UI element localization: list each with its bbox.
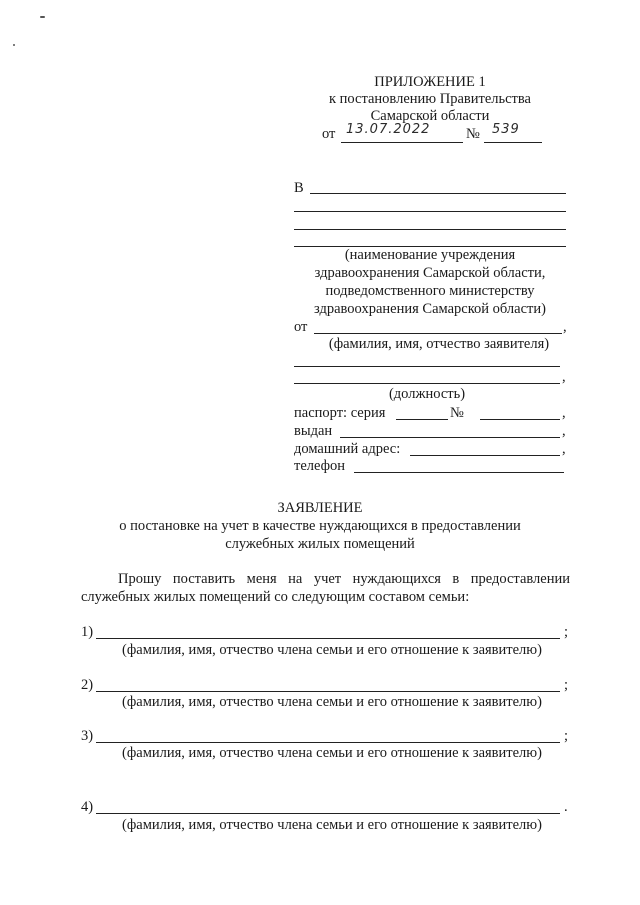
passport-comma: , <box>562 405 566 421</box>
applicant-comma: , <box>563 319 567 335</box>
scan-speck <box>40 16 45 18</box>
appendix-title: ПРИЛОЖЕНИЕ 1 <box>374 74 486 90</box>
institution-caption-2: здравоохранения Самарской области, <box>314 265 546 281</box>
applicant-line <box>314 333 562 334</box>
member-number: 4) <box>81 799 94 815</box>
phone-line <box>354 472 564 473</box>
member-end-mark: . <box>564 799 568 815</box>
position-comma: , <box>562 369 566 385</box>
application-subtitle-1: о постановке на учет в качестве нуждающихся в предоставлении <box>119 518 521 534</box>
passport-label: паспорт: серия <box>294 405 386 421</box>
to-prefix: В <box>294 180 304 196</box>
member-line <box>96 813 560 814</box>
address-line <box>410 455 560 456</box>
appendix-line-1: к постановлению Правительства <box>329 91 531 107</box>
institution-caption-4: здравоохранения Самарской области) <box>314 301 546 317</box>
phone-label: телефон <box>294 458 346 474</box>
member-number: 3) <box>81 728 94 744</box>
issued-comma: , <box>562 423 566 439</box>
issued-label: выдан <box>294 423 333 439</box>
member-end-mark: ; <box>564 728 569 744</box>
member-number: 2) <box>81 677 94 693</box>
passport-series-line <box>396 419 448 420</box>
institution-line-2 <box>294 211 566 212</box>
passport-number-sign: № <box>450 405 464 421</box>
member-line <box>96 691 560 692</box>
application-title: ЗАЯВЛЕНИЕ <box>277 500 363 516</box>
appendix-line-2: Самарской области <box>370 108 490 124</box>
application-body-1: Прошу поставить меня на учет нуждающихся в предоставлении <box>118 571 570 587</box>
member-line <box>96 638 560 639</box>
institution-line-3 <box>294 229 566 230</box>
member-end-mark: ; <box>564 677 569 693</box>
member-line <box>96 742 560 743</box>
position-line-1 <box>294 366 560 367</box>
issued-line <box>340 437 560 438</box>
institution-line-1 <box>310 193 566 194</box>
position-caption: (должность) <box>388 386 466 402</box>
member-caption: (фамилия, имя, отчество члена семьи и его отношение к заявителю) <box>122 745 542 761</box>
number-underline <box>484 142 542 143</box>
institution-caption-3: подведомственного министерству <box>325 283 535 299</box>
appendix-number-value: 539 <box>492 122 520 137</box>
appendix-date-prefix: от <box>322 126 336 142</box>
appendix-date-value: 13.07.2022 <box>346 122 431 137</box>
application-subtitle-2: служебных жилых помещений <box>225 536 415 552</box>
member-number: 1) <box>81 624 94 640</box>
applicant-caption: (фамилия, имя, отчество заявителя) <box>328 336 550 352</box>
appendix-number-prefix: № <box>466 126 480 142</box>
position-line-2 <box>294 383 560 384</box>
date-underline <box>341 142 463 143</box>
member-caption: (фамилия, имя, отчество члена семьи и его отношение к заявителю) <box>122 817 542 833</box>
institution-caption-1: (наименование учреждения <box>344 247 516 263</box>
member-caption: (фамилия, имя, отчество члена семьи и его отношение к заявителю) <box>122 694 542 710</box>
member-end-mark: ; <box>564 624 569 640</box>
scan-speck <box>13 44 15 46</box>
from-prefix: от <box>294 319 308 335</box>
member-caption: (фамилия, имя, отчество члена семьи и его отношение к заявителю) <box>122 642 542 658</box>
address-comma: , <box>562 441 566 457</box>
application-body-2: служебных жилых помещений со следующим составом семьи: <box>81 589 470 605</box>
passport-number-line <box>480 419 560 420</box>
address-label: домашний адрес: <box>294 441 401 457</box>
